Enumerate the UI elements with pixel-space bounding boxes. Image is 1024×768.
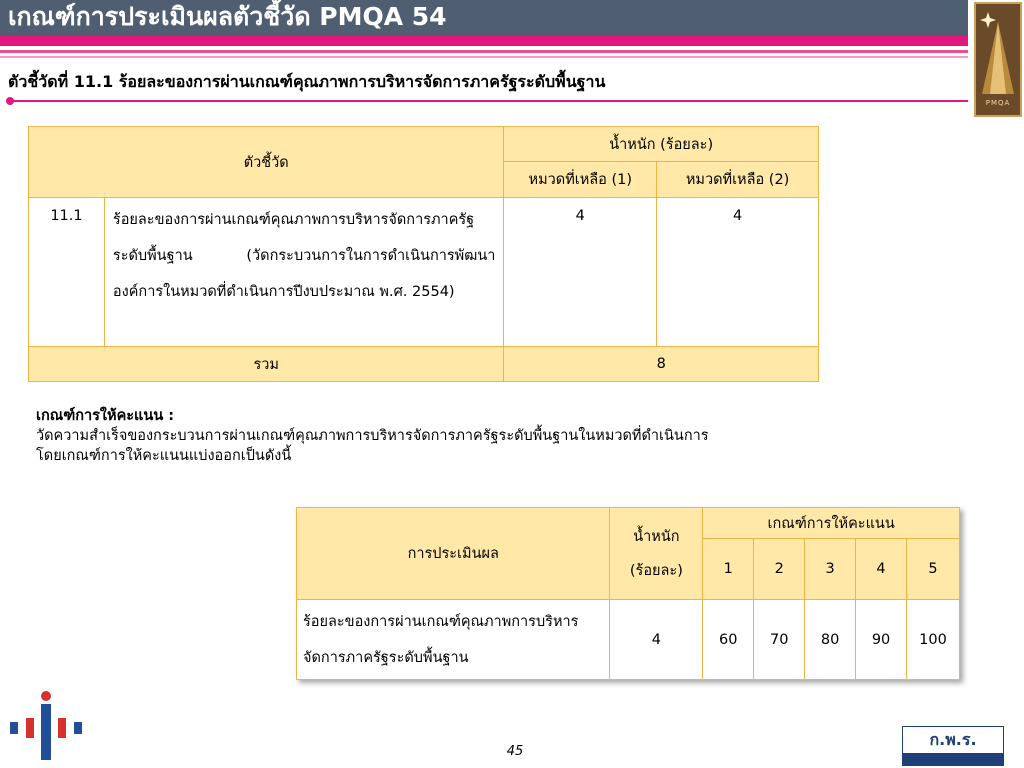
score-level-3: 3: [805, 539, 856, 600]
header-accent-line-light: [0, 56, 968, 58]
total-value: 8: [504, 347, 819, 382]
page-number: 45: [506, 744, 524, 759]
subtitle-underline: [10, 100, 968, 102]
score-level-1: 1: [703, 539, 754, 600]
score-level-2: 2: [754, 539, 805, 600]
indicator-subtitle: ตัวชี้วัดที่ 11.1 ร้อยละของการผ่านเกณฑ์คุณภาพการบริหารจัดการภาครัฐระดับพื้นฐาน: [8, 72, 606, 91]
criteria-title: เกณฑ์การให้คะแนน :: [36, 408, 175, 424]
indicator-id: 11.1: [29, 198, 105, 347]
header-remaining-2: หมวดที่เหลือ (2): [657, 162, 819, 198]
score-value-5: 100: [907, 600, 960, 680]
score-level-5: 5: [907, 539, 960, 600]
score-value-4: 90: [856, 600, 907, 680]
pmqa-logo: [974, 2, 1022, 117]
evaluation-description: ร้อยละของการผ่านเกณฑ์คุณภาพการบริหารจัดการภาครัฐระดับพื้นฐาน: [297, 600, 610, 680]
score-level-4: 4: [856, 539, 907, 600]
weight-remaining-2: 4: [657, 198, 819, 347]
weight-remaining-1: 4: [504, 198, 657, 347]
criteria-line-2: โดยเกณฑ์การให้คะแนนแบ่งออกเป็นดังนี้: [36, 448, 292, 464]
header-weight-line2: (ร้อยละ): [629, 562, 683, 579]
ocsc-logo-text: ก.พ.ร.: [902, 726, 1004, 754]
indicator-weight-table: [28, 126, 819, 382]
indicator-description: ร้อยละของการผ่านเกณฑ์คุณภาพการบริหารจัดการภาครัฐระดับพื้นฐาน (วัดกระบวนการในการดำเนินการพัฒนาองค์การในหมวดที่ดำเนินการปีงบประมาณ พ.ศ. 2554): [104, 198, 503, 347]
header-indicator: ตัวชี้วัด: [29, 127, 504, 198]
score-value-2: 70: [754, 600, 805, 680]
header-remaining-1: หมวดที่เหลือ (1): [504, 162, 657, 198]
scoring-table: [296, 507, 960, 680]
pmqa-logo-text: PMQA: [985, 99, 1011, 107]
score-value-3: 80: [805, 600, 856, 680]
page-title: เกณฑ์การประเมินผลตัวชี้วัด PMQA 54: [8, 2, 447, 31]
header-accent-line: [0, 50, 968, 53]
evaluation-weight: 4: [610, 600, 703, 680]
criteria-line-1: วัดความสำเร็จของกระบวนการผ่านเกณฑ์คุณภาพการบริหารจัดการภาครัฐระดับพื้นฐานในหมวดที่ดำเนินการ: [36, 428, 709, 444]
ocsc-logo: [902, 726, 1004, 766]
header-weight: น้ำหนัก (ร้อยละ): [504, 127, 819, 162]
organization-logo-icon: [4, 688, 88, 764]
score-value-1: 60: [703, 600, 754, 680]
header-accent-band: [0, 36, 968, 46]
header-evaluation: การประเมินผล: [297, 508, 610, 600]
header-scoring: เกณฑ์การให้คะแนน: [703, 508, 960, 539]
ocsc-logo-band: [902, 755, 1004, 766]
header-weight-line1: น้ำหนัก: [633, 528, 680, 545]
table-row: [29, 198, 819, 347]
table-row: [297, 600, 960, 680]
total-label: รวม: [29, 347, 504, 382]
header-weight-percent: [610, 508, 703, 600]
scoring-criteria: [36, 406, 936, 466]
